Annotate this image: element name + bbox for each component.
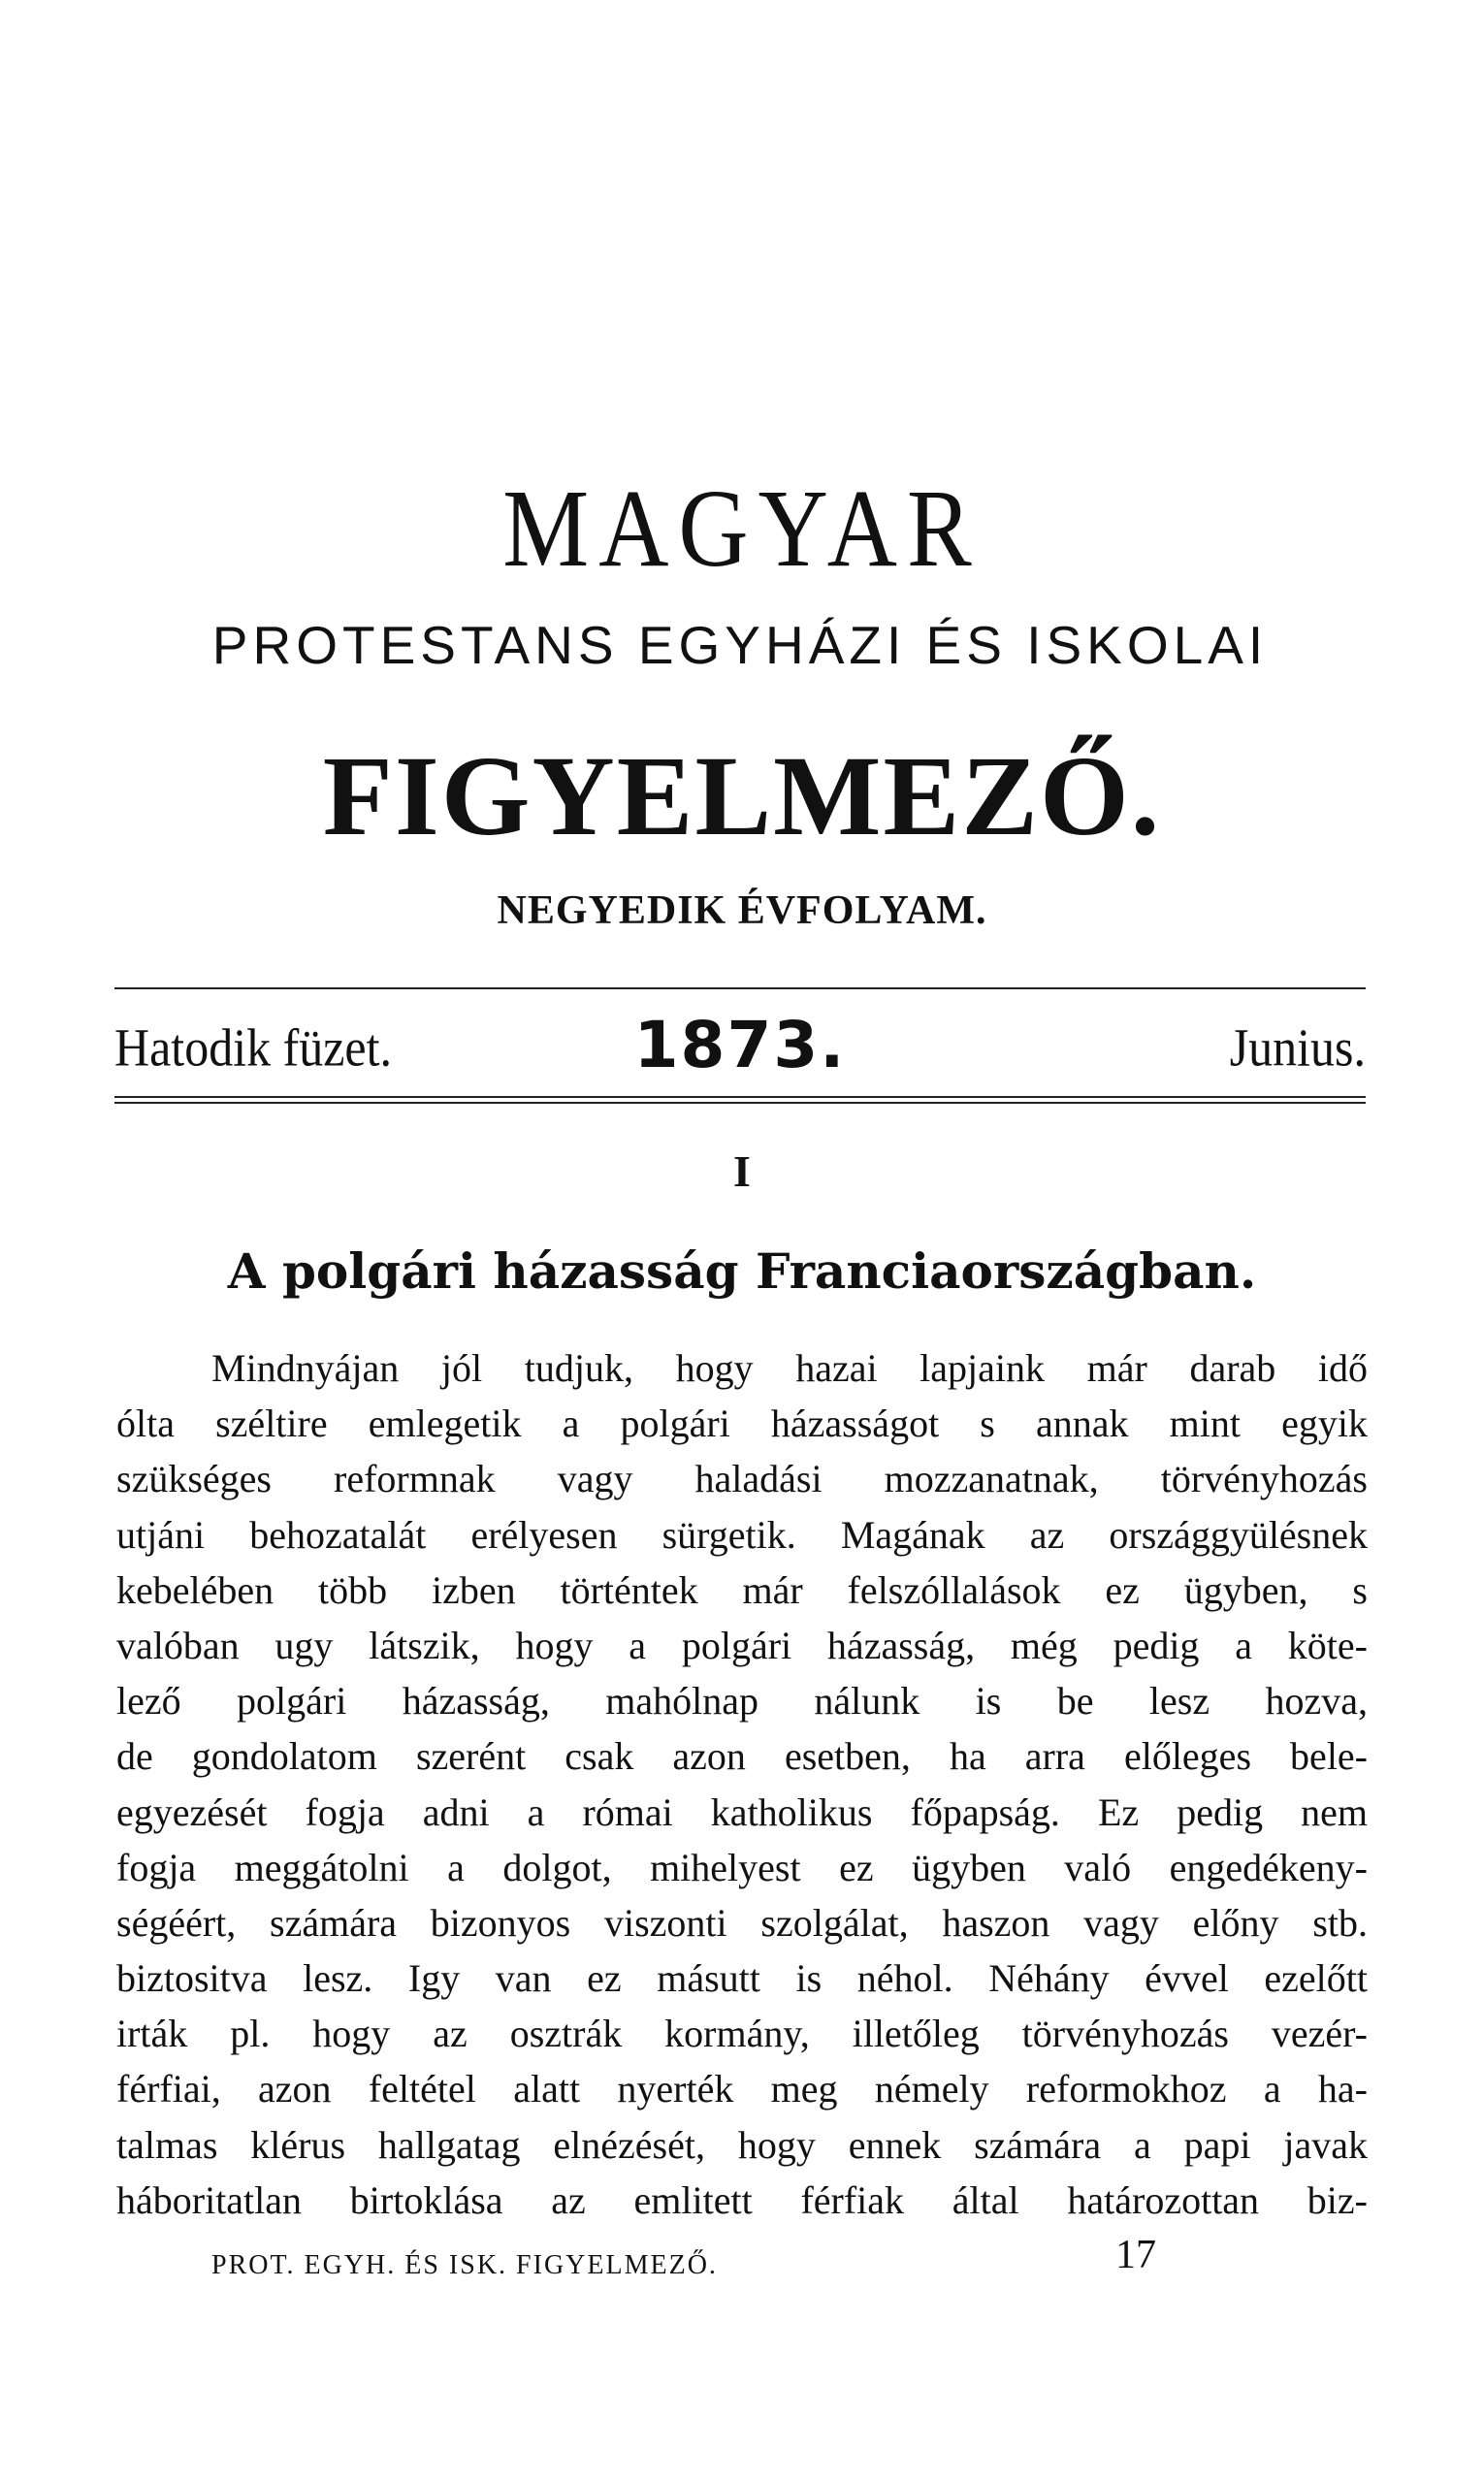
body-line: háboritatlan birtoklása az emlitett férfiak által határozottan biz- [116, 2177, 1368, 2222]
body-line: férfiai, azon feltétel alatt nyerték meg némely reformokhoz a ha- [116, 2067, 1368, 2111]
body-line: lező polgári házasság, mahólnap nálunk is be lesz hozva, [116, 1679, 1368, 1724]
body-line: ólta széltire emlegetik a polgári házasságot s annak mint egyik [116, 1402, 1368, 1446]
body-line: Mindnyájan jól tudjuk, hogy hazai lapjaink már darab idő [211, 1346, 1368, 1390]
body-line: szükséges reformnak vagy haladási mozzanatnak, törvényhozás [116, 1457, 1368, 1501]
bottom-double-rule [114, 1096, 1366, 1104]
body-line: biztositva lesz. Igy van ez másutt is néhol. Néhány évvel ezelőtt [116, 1956, 1368, 2001]
body-line: ségéért, számára bizonyos viszonti szolgálat, haszon vagy előny stb. [116, 1900, 1368, 1945]
issue-year: 1873. [633, 1008, 847, 1082]
masthead-title: FIGYELMEZŐ. [322, 732, 1162, 859]
body-line: de gondolatom szerént csak azon esetben, ha arra előleges bele- [116, 1734, 1368, 1779]
article-body [116, 1340, 1368, 2228]
body-line: irták pl. hogy az osztrák kormány, illetőleg törvényhozás vezér- [116, 2012, 1368, 2056]
top-rule [114, 987, 1366, 989]
body-line: valóban ugy látszik, hogy a polgári házasság, még pedig a köte- [116, 1623, 1368, 1667]
masthead-subtitle: PROTESTANS EGYHÁZI ÉS ISKOLAI [211, 615, 1269, 675]
issue-number: Hatodik füzet. [114, 1017, 393, 1078]
body-line: egyezését fogja adni a római katholikus főpapság. Ez pedig nem [116, 1789, 1368, 1834]
body-line: kebelében több izben történtek már felszóllalások ez ügyben, s [116, 1567, 1368, 1612]
article-title: A polgári házasság Franciaországban. [227, 1242, 1257, 1300]
page-number: 17 [1115, 2233, 1156, 2277]
volume-label: NEGYEDIK ÉVFOLYAM. [497, 888, 987, 933]
masthead-magyar: MAGYAR [502, 466, 982, 591]
section-number: I [733, 1146, 751, 1196]
footer-signature: PROT. EGYH. ÉS ISK. FIGYELMEZŐ. [211, 2250, 718, 2280]
issue-row [114, 1008, 1366, 1082]
body-line: utjáni behozatalát erélyesen sürgetik. Magának az országgyülésnek [116, 1512, 1368, 1557]
issue-month: Junius. [1229, 1017, 1366, 1078]
body-line: fogja meggátolni a dolgot, mihelyest ez ügyben való engedékeny- [116, 1845, 1368, 1889]
body-line: talmas klérus hallgatag elnézését, hogy ennek számára a papi javak [116, 2122, 1368, 2167]
